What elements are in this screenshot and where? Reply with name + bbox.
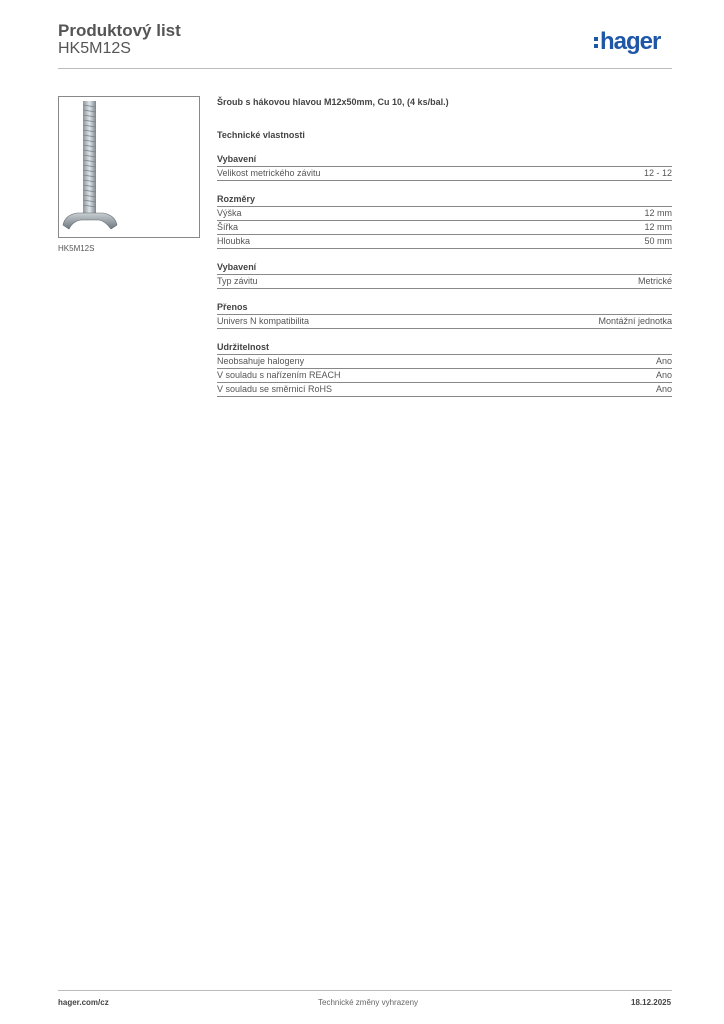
spec-value: Ano	[655, 384, 672, 394]
footer-divider	[58, 990, 672, 991]
spec-value: 50 mm	[644, 236, 672, 246]
spec-content	[217, 96, 672, 397]
product-image	[58, 96, 200, 238]
section-transfer	[217, 302, 672, 329]
footer-notice: Technické změny vyhrazeny	[318, 998, 419, 1007]
spec-row	[217, 167, 672, 181]
spec-label: Velikost metrického závitu	[217, 168, 321, 178]
section-title: Vybavení	[217, 154, 672, 167]
section-title: Udržitelnost	[217, 342, 672, 355]
spec-label: Univers N kompatibilita	[217, 316, 310, 326]
product-description: Šroub s hákovou hlavou M12x50mm, Cu 10, (4 ks/bal.)	[217, 97, 449, 107]
spec-label: V souladu se směrnicí RoHS	[217, 384, 333, 394]
section-title: Rozměry	[217, 194, 672, 207]
section-title: Vybavení	[217, 262, 672, 275]
header-divider	[58, 68, 672, 69]
spec-row	[217, 315, 672, 329]
section-dimensions	[217, 194, 672, 249]
spec-label: Výška	[217, 208, 242, 218]
product-code: HK5M12S	[58, 40, 131, 57]
logo-text: hager	[600, 28, 661, 55]
spec-row	[217, 235, 672, 249]
spec-label: Typ závitu	[217, 276, 258, 286]
image-caption: HK5M12S	[58, 244, 95, 253]
spec-row	[217, 221, 672, 235]
spec-label: Hloubka	[217, 236, 251, 246]
page-title: Produktový list	[58, 21, 181, 40]
spec-label: Neobsahuje halogeny	[217, 356, 305, 366]
footer-date: 18.12.2025	[631, 998, 672, 1007]
spec-value: Montážní jednotka	[598, 316, 672, 326]
section-sustainability	[217, 342, 672, 397]
spec-row	[217, 355, 672, 369]
spec-value: 12 mm	[644, 208, 672, 218]
spec-row	[217, 369, 672, 383]
section-thread	[217, 262, 672, 289]
spec-value: Metrické	[637, 276, 672, 286]
spec-value: 12 - 12	[643, 168, 672, 178]
section-title: Přenos	[217, 302, 672, 315]
spec-value: Ano	[655, 370, 672, 380]
tech-heading: Technické vlastnosti	[217, 130, 305, 140]
spec-label: Šířka	[217, 222, 239, 232]
spec-row	[217, 383, 672, 397]
footer-website-link[interactable]: hager.com/cz	[58, 998, 109, 1007]
section-equipment	[217, 154, 672, 181]
spec-value: Ano	[655, 356, 672, 366]
spec-row	[217, 207, 672, 221]
logo-dots-icon	[594, 34, 598, 51]
hook-bolt-icon	[59, 97, 199, 237]
hager-logo[interactable]	[594, 28, 660, 56]
spec-value: 12 mm	[644, 222, 672, 232]
spec-row	[217, 275, 672, 289]
spec-label: V souladu s nařízením REACH	[217, 370, 341, 380]
